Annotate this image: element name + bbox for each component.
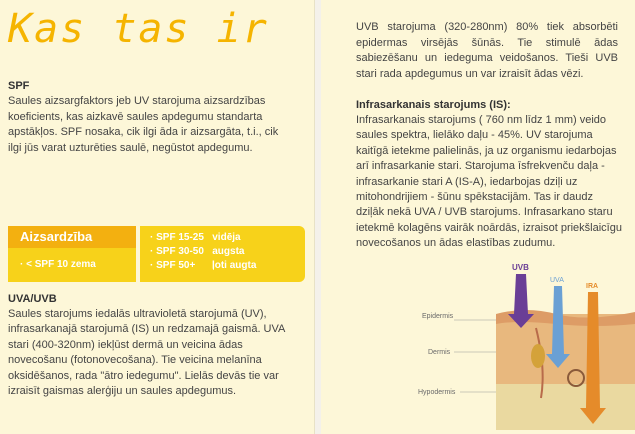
ira-label: IRA — [586, 283, 599, 290]
protection-level: · SPF 15-25 vidēja — [150, 232, 241, 243]
dermis-label: Dermis — [428, 349, 451, 356]
spf-body: Saules aizsargfaktors jeb UV starojuma aizsardzības koeficients, kas aizkavē saules apdegumu standarta apstākļos. SPF nosaka, cik ilgi āda ir aizsargāta, t.i., cik ilgi jūs varat uzturēties saulē, negūstot apdegumu. — [8, 95, 279, 154]
uvb-text: UVB starojuma (320-280nm) 80% tiek absorbēti epidermas virsējās šūnās. Tie stimulē ādas sabiezēšanu un iedeguma veidošanos. Tieši UVB stari rada apdegumus un var izraisīt ādas vēzi. — [356, 21, 618, 80]
uva-uvb-body: Saules starojums iedalās ultravioletā starojumā (UV), infrasarkanajā starojumā (IS) un redzamajā gaismā. UVA stari (400-320nm) iekļūst dermā un veicina ādas novecošanu (fotonovecošana). Tie veicina melanīna oksidēšanos, rada "ātro iedegumu". Lielās devās tie var izraisīt gaismas alerģiju un saules apdegumus. — [8, 308, 285, 398]
protection-low: · < SPF 10 zema — [8, 248, 136, 282]
ir-title: Infrasarkanais starojums (IS): — [356, 99, 511, 111]
right-page — [321, 0, 635, 434]
hypodermis-label: Hypodermis — [418, 389, 456, 396]
uva-label: UVA — [550, 277, 564, 284]
protection-levels — [140, 226, 305, 282]
hair-follicle-icon — [531, 344, 545, 368]
page-heading: Kas tas ir — [8, 6, 269, 52]
protection-level: · SPF 50+ ļoti augta — [150, 260, 257, 271]
epidermis-label: Epidermis — [422, 313, 454, 320]
uvb-label: UVB — [512, 263, 529, 272]
left-page — [0, 0, 315, 434]
uva-uvb-title: UVA/UVB — [8, 293, 57, 305]
protection-level: · SPF 30-50 augsta — [150, 246, 245, 257]
spf-title: SPF — [8, 80, 30, 92]
ir-body: Infrasarkanais starojums ( 760 nm līdz 1 mm) veido saules spektra, lielāko daļu - 45%. UV starojuma kaitīgā ietekme palielinās, ja uz organismu iedarbojas arī infrasarkanie stari. Starojuma īsfrekvenču daļa - infrasarkanie stari A (IS-A), iedarbojas dziļi uz mitohondrijiem - šūnu spēkstacijām. Tas ir daudz dziļāk nekā UVA / UVB starojums. Infrasarkano staru ietekmē kolagēns vairāk noārdās, izraisot priekšlaicīgu novecošanos un ādas elastības zudumu. — [356, 114, 622, 250]
protection-band — [8, 226, 305, 284]
protection-label: Aizsardzība — [8, 226, 136, 248]
skin-layers-diagram — [416, 258, 635, 430]
